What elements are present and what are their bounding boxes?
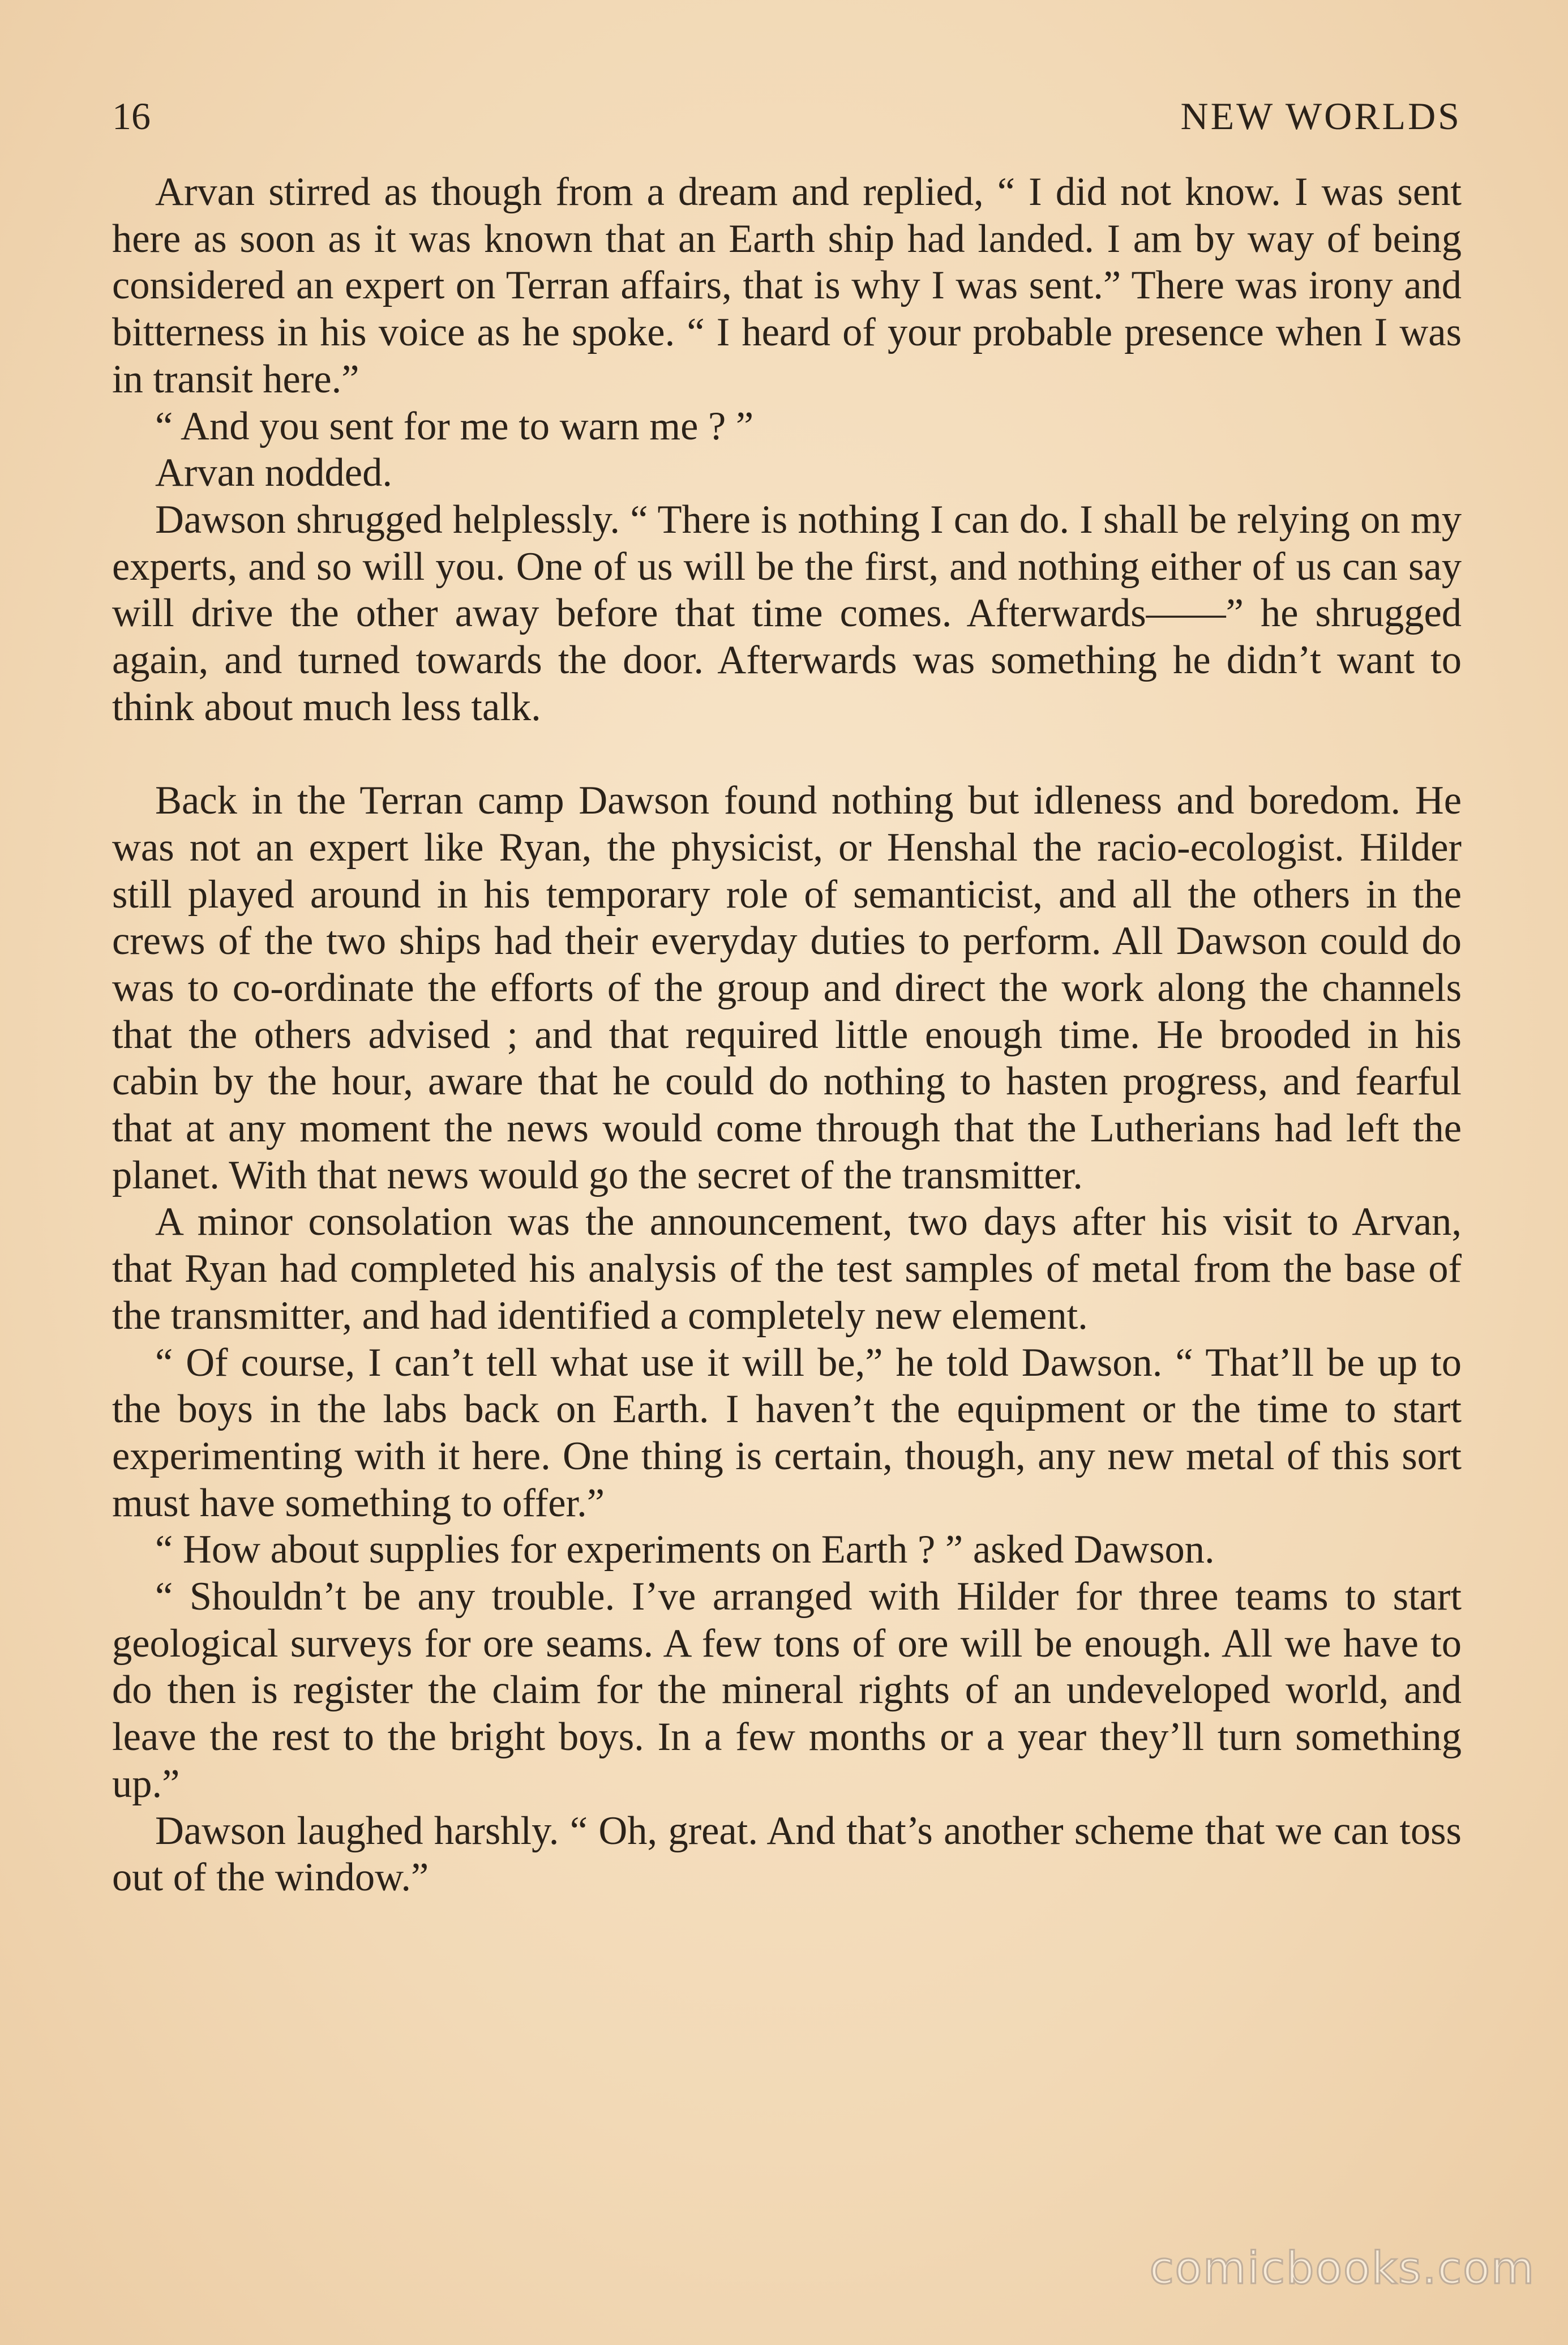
paragraph: “ Shouldn’t be any trouble. I’ve arranged with Hilder for three teams to start geological surveys for ore seams. A few tons of ore will be enough. All we have to do then is register the claim for the mineral rights of an undeveloped world, and leave the rest to the bright boys. In a few months or a year they’ll turn something up.” <box>112 1574 1462 1806</box>
paragraph: Back in the Terran camp Dawson found nothing but idleness and boredom. He was not an expert like Ryan, the physicist, or Henshal the racio-ecologist. Hilder still played around in his temporary role of semanticist, and all the others in the crews of the two ships had their everyday duties to perform. All Dawson could do was to co-ordinate the efforts of the group and direct the work along the channels that the others advised ; and that required little enough time. He brooded in his cabin by the hour, aware that he could do nothing to hasten progress, and fearful that at any moment the news would come through that the Lutherians had left the planet. With that news would go the secret of the transmitter. <box>112 778 1462 1197</box>
magazine-title: NEW WORLDS <box>1180 95 1462 138</box>
page-number: 16 <box>112 95 151 138</box>
paragraph: A minor consolation was the announcement, two days after his visit to Arvan, that Ryan had completed his analysis of the test samples of metal from the base of the transmitter, and had identified a completely new element. <box>112 1200 1462 1338</box>
paragraph: Dawson shrugged helplessly. “ There is nothing I can do. I shall be relying on my experts, and so will you. One of us will be the first, and nothing either of us can say will drive the other away before that time comes. Afterwards——” he shrugged again, and turned towards the door. Afterwards was something he didn’t want to think about much less talk. <box>112 497 1462 729</box>
paragraph: Dawson laughed harshly. “ Oh, great. And that’s another scheme that we can toss out of the window.” <box>112 1808 1462 1900</box>
paragraph: “ Of course, I can’t tell what use it will be,” he told Dawson. “ That’ll be up to the boys in the labs back on Earth. I haven’t the equipment or the time to start experimenting with it here. One thing is certain, though, any new metal of this sort must have something to offer.” <box>112 1340 1462 1525</box>
paragraph: “ How about supplies for experiments on Earth ? ” asked Dawson. <box>155 1527 1215 1572</box>
paragraph: Arvan nodded. <box>155 451 392 495</box>
book-page <box>112 85 1462 1901</box>
section-break <box>112 730 1462 777</box>
body-text <box>112 169 1462 1901</box>
running-head <box>112 85 1462 147</box>
watermark: comicbooks.com <box>1149 2243 1535 2294</box>
paragraph: “ And you sent for me to warn me ? ” <box>155 404 754 448</box>
paragraph: Arvan stirred as though from a dream and replied, “ I did not know. I was sent here as soon as it was known that an Earth ship had landed. I am by way of being considered an expert on Terran affairs, that is why I was sent.” There was irony and bitterness in his voice as he spoke. “ I heard of your probable presence when I was in transit here.” <box>112 170 1462 401</box>
